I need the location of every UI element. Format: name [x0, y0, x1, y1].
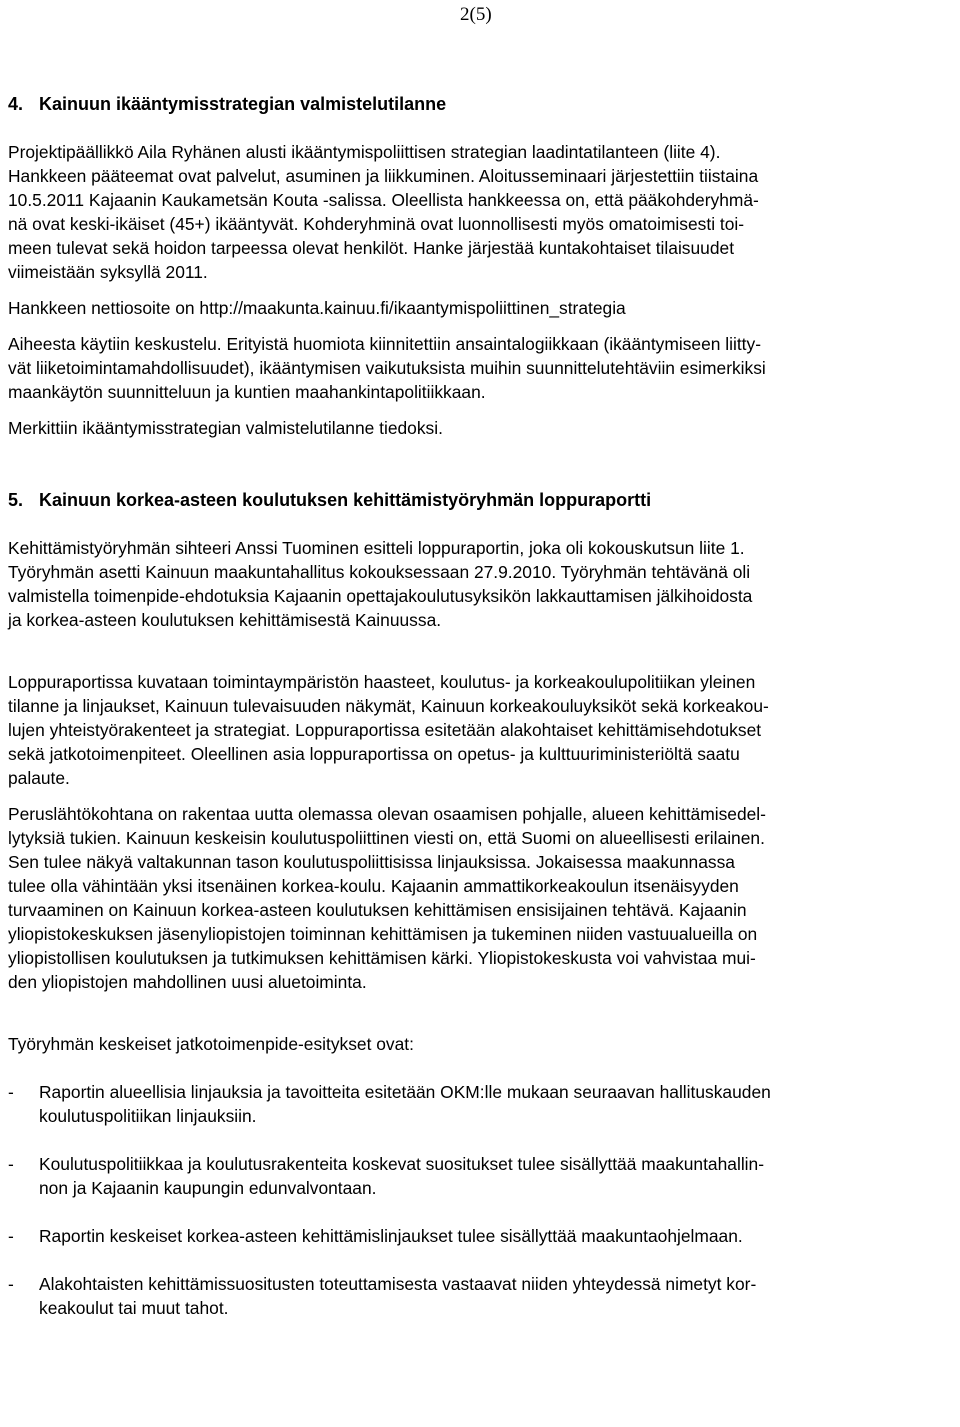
section-5-paragraph-3: Peruslähtökohtana on rakentaa uutta olemassa olevan osaamisen pohjalle, alueen kehittämisedel- lytyksiä tukien. Kainuun keskeisin koulutuspoliittinen viesti on, että Suomi on alueellisesti erilainen. Sen tulee näkyä valtakunnan tason koulutuspoliittisissa linjauksissa. Jokaisessa maakunnassa tulee olla vähintään yksi itsenäinen korkea-koulu. Kajaanin ammattikorkeakoulun itsenäisyyden turvaaminen on Kainuun korkea-asteen koulutuksen kehittämisen ensisijainen tehtävä. Kajaanin yliopistokeskuksen jäsenyliopistojen toiminnan kehittämisen ja tukeminen niiden vastuualueilla on yliopistollisen koulutuksen ja tutkimuksen kehittämisen kärki. Yliopistokeskusta voi vahvistaa mui- den yliopistojen mahdollinen uusi aluetoiminta.: [8, 804, 766, 992]
section-5-title: Kainuun korkea-asteen koulutuksen kehittämistyöryhmän loppuraportti: [39, 490, 652, 510]
list-item: [8, 1152, 956, 1200]
list-item-text: Alakohtaisten kehittämissuositusten toteuttamisesta vastaavat niiden yhteydessä nimetyt kor- keakoulut tai muut tahot.: [39, 1274, 757, 1318]
list-item-text: Koulutuspolitiikkaa ja koulutusrakenteita koskevat suositukset tulee sisällyttää maakuntahallin- non ja Kajaanin kaupungin edunvalvontaan.: [39, 1154, 765, 1198]
section-5-paragraph-4: Työryhmän keskeiset jatkotoimenpide-esitykset ovat:: [8, 1034, 414, 1054]
list-item: [8, 1224, 956, 1248]
list-item: [8, 1080, 956, 1128]
section-5-paragraph-1: Kehittämistyöryhmän sihteeri Anssi Tuominen esitteli loppuraportin, joka oli kokouskutsun liite 1. Työryhmän asetti Kainuun maakuntahallitus kokouksessaan 27.9.2010. Työryhmän tehtävänä oli valmistella toimenpide-ehdotuksia Kajaanin opettajakoulutusyksikön lakkauttamisen jälkihoidosta ja korkea-asteen koulutuksen kehittämisestä Kainuussa.: [8, 538, 753, 630]
list-dash: -: [8, 1226, 14, 1246]
document-body: [8, 92, 956, 1320]
section-4-title: Kainuun ikääntymisstrategian valmistelutilanne: [39, 94, 447, 114]
section-4-paragraph-3: Aiheesta käytiin keskustelu. Erityistä huomiota kiinnitettiin ansaintalogiikkaan (ikääntymiseen liitty- vät liiketoimintamahdollisuudet), ikääntymisen vaikutuksista muihin suunnittelutehtäviin esimerkiksi maankäytön suunnitteluun ja kuntien maahankintapolitiikkaan.: [8, 334, 766, 402]
section-4-number: 4.: [8, 94, 24, 114]
section-5-paragraph-2: Loppuraportissa kuvataan toimintaympäristön haasteet, koulutus- ja korkeakoulupolitiikan yleinen tilanne ja linjaukset, Kainuun tulevaisuuden näkymät, Kainuun korkeakouluyksiköt sekä korkeakou- lujen yhteistyörakenteet ja strategiat. Loppuraportissa esitetään alakohtaiset kehittämisehdotukset sekä jatkotoimenpiteet. Oleellinen asia loppuraportissa on opetus- ja kulttuuriministeriöltä saatu palaute.: [8, 672, 769, 788]
section-4-paragraph-1: Projektipäällikkö Aila Ryhänen alusti ikääntymispoliittisen strategian laadintatilanteen (liite 4). Hankkeen pääteemat ovat palvelut, asuminen ja liikkuminen. Aloitusseminaari järjestettiin tiistaina 10.5.2011 Kajaanin Kaukametsän Kouta -salissa. Oleellista hankkeessa on, että pääkohderyhmä- nä ovat keski-ikäiset (45+) ikääntyvät. Kohderyhminä ovat luonnollisesti myös omatoimisesti toi- meen tulevat sekä hoidon tarpeessa olevat henkilöt. Hanke järjestää kuntakohtaiset tilaisuudet viimeistään syksyllä 2011.: [8, 142, 759, 282]
section-4-heading: [8, 92, 956, 116]
list-item: [8, 1272, 956, 1320]
section-4-paragraph-2: Hankkeen nettiosoite on http://maakunta.kainuu.fi/ikaantymispoliittinen_strategia: [8, 298, 626, 318]
section-5-heading: [8, 488, 956, 512]
list-item-text: Raportin keskeiset korkea-asteen kehittämislinjaukset tulee sisällyttää maakuntaohjelmaan.: [39, 1226, 743, 1246]
list-dash: -: [8, 1082, 14, 1102]
page-number: 2(5): [460, 4, 492, 25]
section-4-paragraph-4: Merkittiin ikääntymisstrategian valmistelutilanne tiedoksi.: [8, 418, 443, 438]
list-dash: -: [8, 1154, 14, 1174]
list-dash: -: [8, 1274, 14, 1294]
section-5-number: 5.: [8, 490, 24, 510]
list-item-text: Raportin alueellisia linjauksia ja tavoitteita esitetään OKM:lle mukaan seuraavan hallituskauden koulutuspolitiikan linjauksiin.: [39, 1082, 771, 1126]
